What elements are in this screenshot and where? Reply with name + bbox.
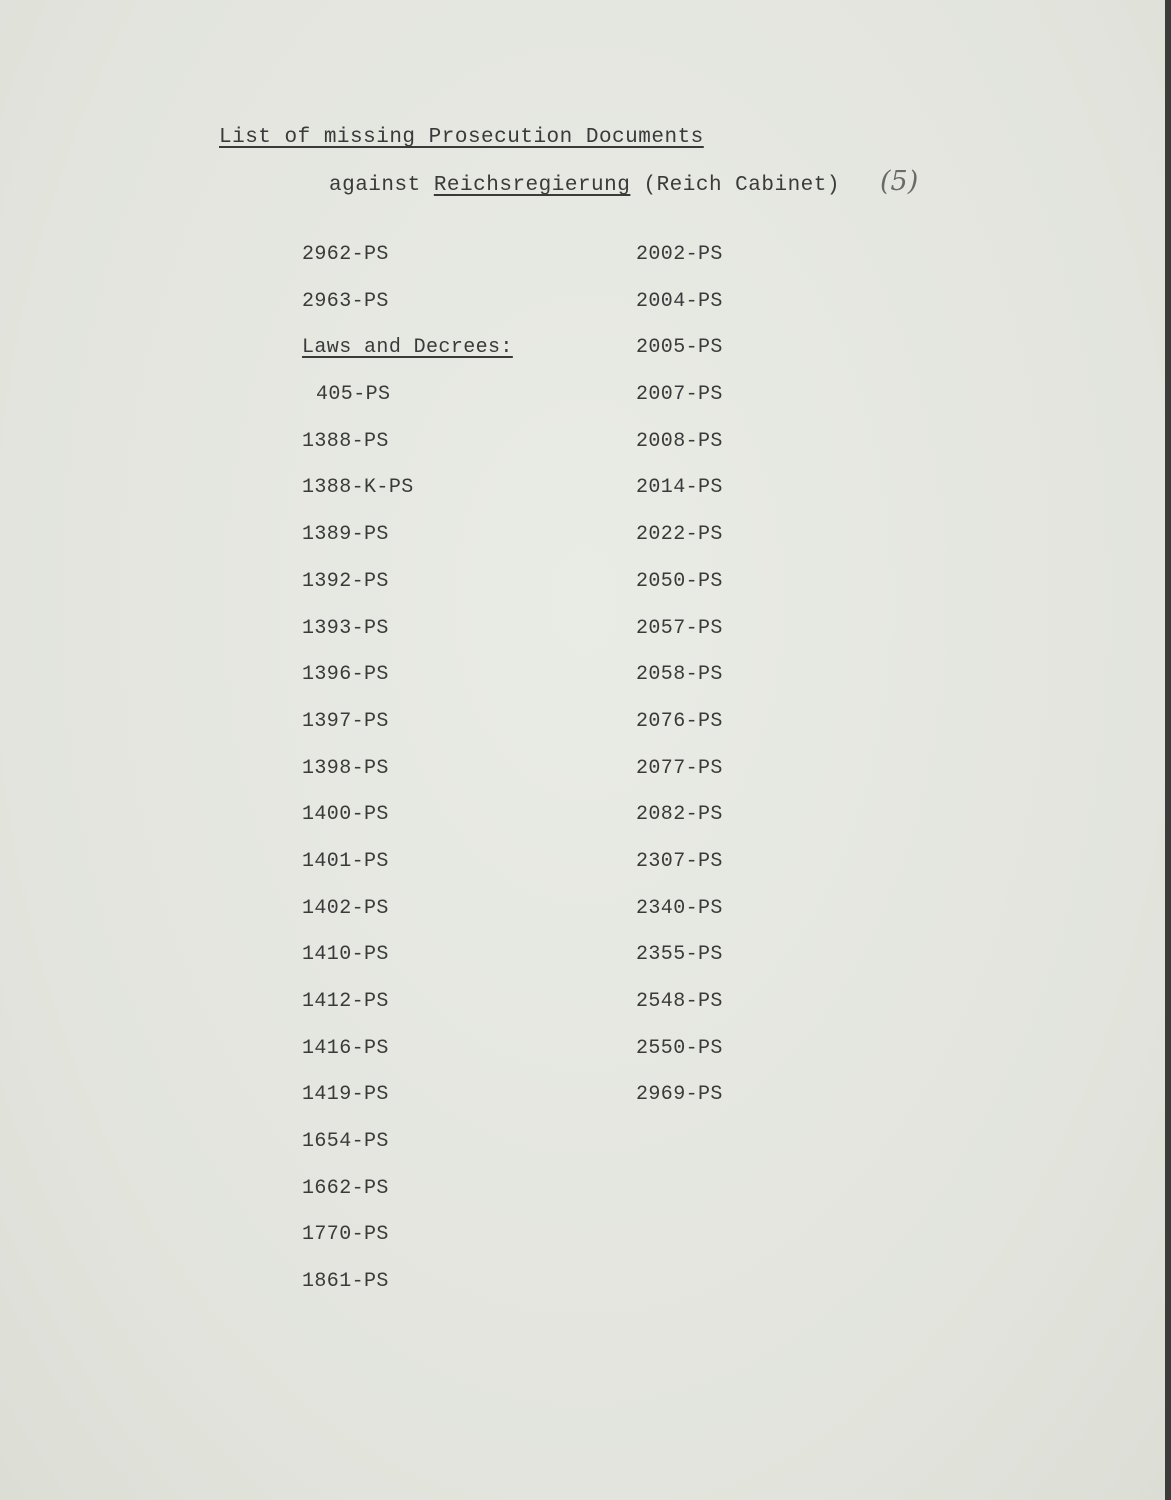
laws-and-decrees-heading: Laws and Decrees: [302, 336, 513, 360]
document-number: 2007-PS [636, 383, 723, 407]
document-number: 1412-PS [302, 990, 389, 1013]
document-number: 1400-PS [302, 803, 389, 827]
document-number: 2057-PS [636, 616, 723, 640]
left-document-column [302, 243, 513, 1317]
document-number: 1654-PS [302, 1130, 389, 1154]
subtitle-suffix: (Reich Cabinet) [630, 174, 840, 197]
document-number: 2550-PS [636, 1036, 723, 1060]
document-number: 2307-PS [636, 849, 723, 873]
document-number: 2022-PS [636, 523, 723, 547]
document-number: 1419-PS [302, 1083, 389, 1107]
document-number: 1401-PS [302, 849, 389, 873]
document-number: 1393-PS [302, 616, 389, 640]
document-number: 2077-PS [636, 756, 723, 780]
document-number: 1392-PS [302, 569, 389, 593]
subtitle-reichsregierung: Reichsregierung [433, 174, 631, 197]
document-number: 1410-PS [302, 943, 389, 967]
document-number: 405-PS [316, 383, 391, 407]
document-number: 1388-K-PS [302, 476, 414, 500]
document-number: 2969-PS [636, 1083, 723, 1107]
document-number: 1389-PS [302, 523, 389, 547]
document-number: 1397-PS [302, 709, 389, 733]
document-number: 1398-PS [302, 756, 389, 780]
document-number: 2963-PS [302, 289, 389, 313]
document-number: 2050-PS [636, 569, 723, 593]
document-number: 2004-PS [636, 289, 723, 313]
document-number: 2082-PS [636, 803, 723, 827]
document-number: 1416-PS [302, 1036, 389, 1060]
right-document-column [636, 243, 723, 1130]
subtitle-prefix: against [329, 174, 434, 197]
document-number: 2355-PS [636, 943, 723, 967]
document-number: 1662-PS [302, 1176, 389, 1200]
document-title: List of missing Prosecution Documents [219, 126, 704, 149]
document-number: 1770-PS [302, 1223, 389, 1247]
document-number: 2076-PS [636, 709, 723, 733]
document-number: 2548-PS [636, 990, 723, 1013]
document-number: 1396-PS [302, 663, 389, 687]
document-number: 1388-PS [302, 429, 389, 453]
page-edge-shadow [1165, 0, 1171, 1500]
handwritten-page-mark: (5) [880, 166, 919, 197]
document-subtitle [329, 174, 840, 197]
document-number: 1402-PS [302, 896, 389, 920]
document-number: 2002-PS [636, 243, 723, 266]
document-number: 1861-PS [302, 1270, 389, 1294]
document-number: 2340-PS [636, 896, 723, 920]
document-number: 2962-PS [302, 243, 389, 266]
document-number: 2005-PS [636, 336, 723, 360]
document-number: 2008-PS [636, 429, 723, 453]
document-number: 2014-PS [636, 476, 723, 500]
document-number: 2058-PS [636, 663, 723, 687]
